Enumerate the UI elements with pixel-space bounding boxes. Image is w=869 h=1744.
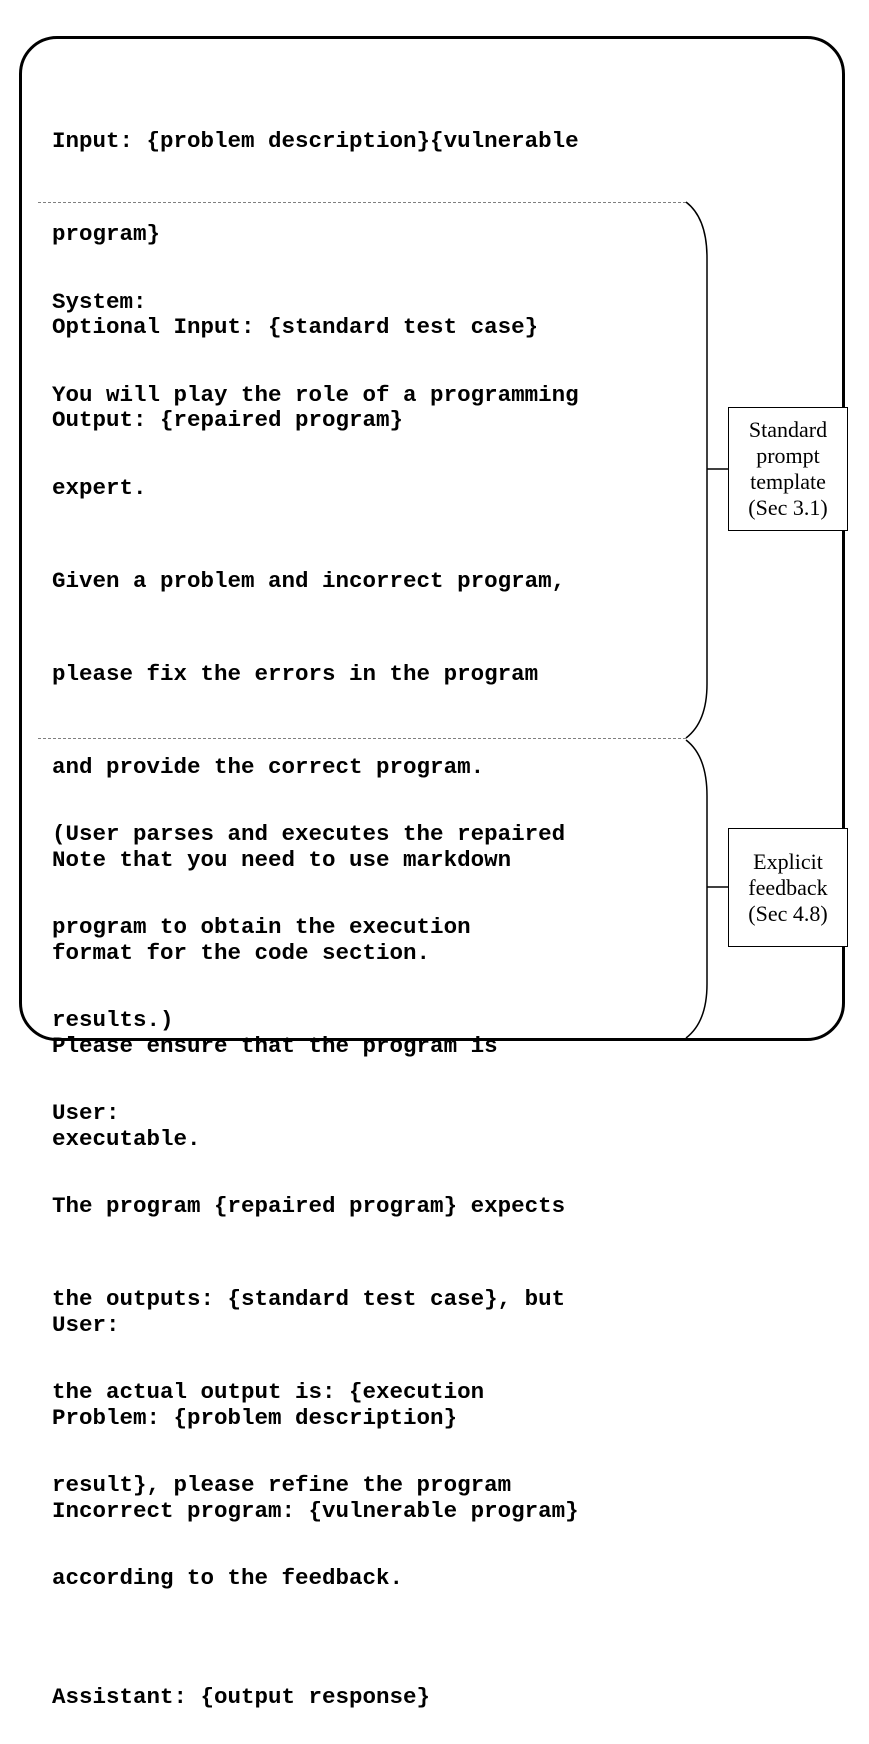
prompt-line: expert.	[52, 475, 147, 501]
feedback-line: the actual output is: {execution	[52, 1379, 485, 1405]
prompt-line: Note that you need to use markdown	[52, 847, 512, 873]
feedback-line: the outputs: {standard test case}, but	[52, 1286, 566, 1312]
prompt-line: System:	[52, 289, 147, 315]
feedback-line: result}, please refine the program	[52, 1472, 512, 1498]
label-line: (Sec 3.1)	[748, 495, 828, 520]
feedback-line: The program {repaired program} expects	[52, 1193, 566, 1219]
dashed-divider	[38, 202, 686, 203]
prompt-line: Problem: {problem description}	[52, 1405, 458, 1431]
prompt-line: You will play the role of a programming	[52, 382, 579, 408]
prompt-line: and provide the correct program.	[52, 754, 485, 780]
feedback-line: results.)	[52, 1007, 174, 1033]
prompt-line: please fix the errors in the program	[52, 661, 539, 687]
feedback-line: program to obtain the execution	[52, 914, 471, 940]
label-line: prompt	[756, 443, 820, 468]
label-line: Standard	[748, 417, 828, 442]
prompt-line: Incorrect program: {vulnerable program}	[52, 1498, 579, 1524]
prompt-line: format for the code section.	[52, 940, 431, 966]
io-line: Input: {problem description}{vulnerable	[52, 128, 579, 154]
feedback-line: User:	[52, 1100, 120, 1126]
feedback-line: (User parses and executes the repaired	[52, 821, 566, 847]
io-line: Optional Input: {standard test case}	[52, 314, 539, 340]
io-line: Output: {repaired program}	[52, 407, 404, 433]
io-line: program}	[52, 221, 161, 247]
standard-prompt-template-label	[728, 407, 848, 531]
prompt-line: executable.	[52, 1126, 201, 1152]
prompt-line: User:	[52, 1312, 120, 1338]
prompt-line: Assistant: {output response}	[52, 1684, 431, 1710]
label-line: template	[750, 469, 826, 494]
prompt-line: Given a problem and incorrect program,	[52, 568, 566, 594]
dashed-divider	[38, 738, 686, 739]
label-line: Explicit	[753, 848, 823, 874]
label-line: feedback	[748, 874, 828, 900]
feedback-section	[52, 757, 565, 1625]
feedback-line: according to the feedback.	[52, 1565, 404, 1591]
prompt-line: Please ensure that the program is	[52, 1033, 498, 1059]
label-line: (Sec 4.8)	[748, 900, 828, 926]
explicit-feedback-label	[728, 828, 848, 947]
